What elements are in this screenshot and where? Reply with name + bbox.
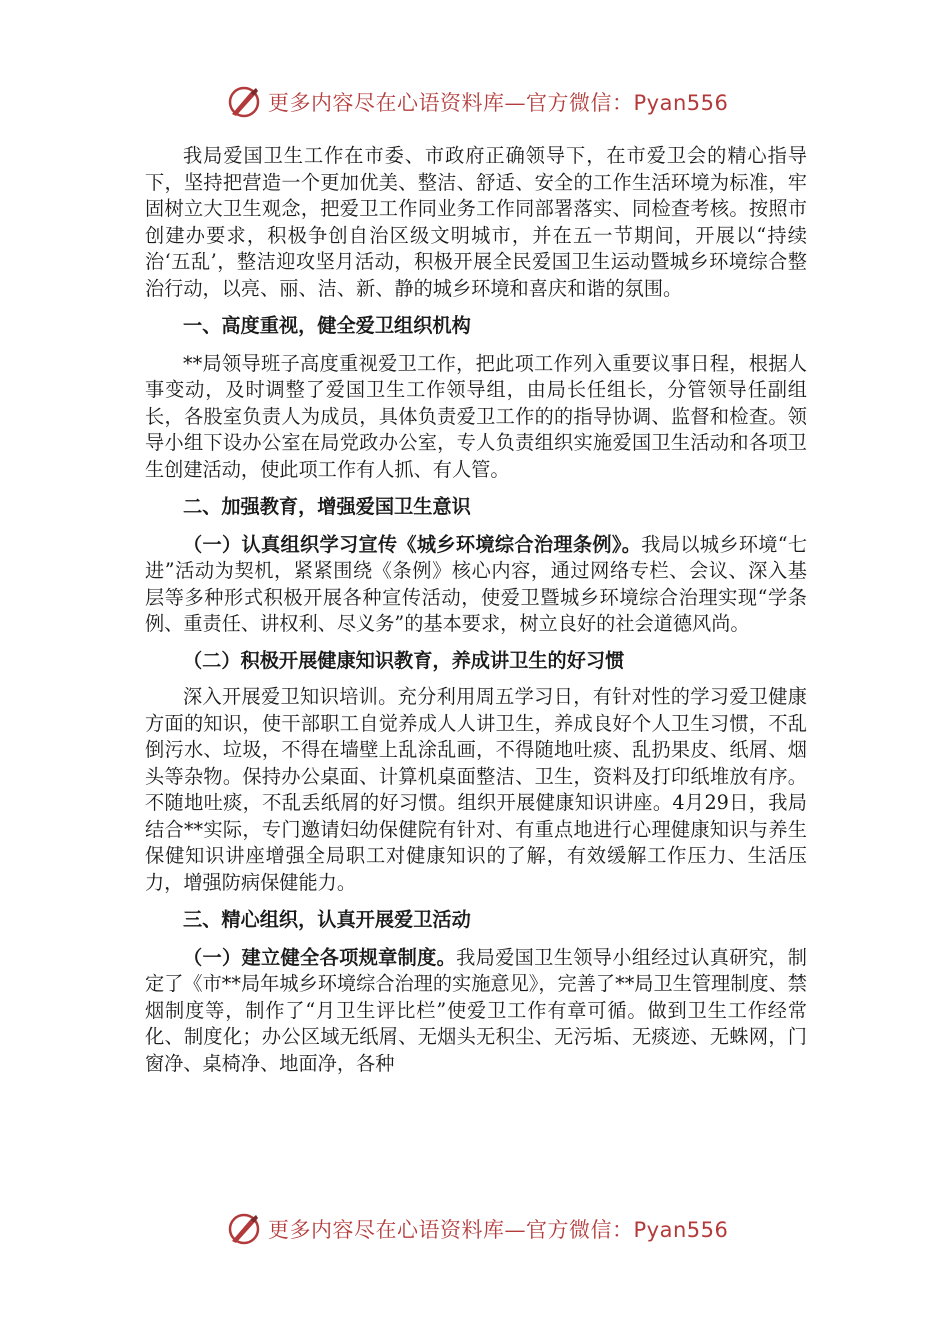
- subsection-3-1: [145, 945, 807, 1078]
- intro-paragraph: 我局爱国卫生工作在市委、市政府正确领导下，在市爱卫会的精心指导下，坚持把营造一个更加优美、整洁、舒适、安全的工作生活环境为标准，牢固树立大卫生观念，把爱卫工作同业务工作同部署落实、同检查考核。按照市创建办要求，积极争创自治区级文明城市，并在五一节期间，开展以“持续治‘五乱’，整洁迎攻坚月活动，积极开展全民爱国卫生运动暨城乡环境综合整治行动，以亮、丽、洁、新、静的城乡环境和喜庆和谐的氛围。: [145, 144, 807, 300]
- footer-watermark: [0, 1209, 950, 1249]
- subsection-2-2-paragraph: 深入开展爱卫知识培训。充分利用周五学习日，有针对性的学习爱卫健康方面的知识，使干部职工自觉养成人人讲卫生，养成良好个人卫生习惯，不乱倒污水、垃圾，不得在墙壁上乱涂乱画，不得随地吐痰、乱扔果皮、纸屑、烟头等杂物。保持办公桌面、计算机桌面整洁、卫生，资料及打印纸堆放有序。不随地吐痰，不乱丢纸屑的好习惯。组织开展健康知识讲座。4月29日，我局结合**实际，专门邀请妇幼保健院有针对、有重点地进行心理健康知识与养生保健知识讲座增强全局职工对健康知识的了解，有效缓解工作压力、生活压力，增强防病保健能力。: [145, 685, 807, 894]
- pen-circle-logo-icon: [226, 1211, 262, 1247]
- subsection-2-1-title: （一）认真组织学习宣传《城乡环境综合治理条例》。: [183, 532, 642, 556]
- wechat-id: Pyan556: [633, 1218, 729, 1242]
- pen-circle-logo-icon: [226, 84, 262, 120]
- subsection-2-1-text: 我局以城乡环境“七进”活动为契机，紧紧围绕《条例》核心内容，通过网络专栏、会议、深入基层等多种形式积极开展各种宣传活动，使爱卫暨城乡环境综合治理实现“学条例、重责任、讲权利、尽义务”的基本要求，树立良好的社会道德风尚。: [145, 532, 808, 635]
- document-body: [145, 143, 807, 1087]
- section-heading-1: 一、高度重视，健全爱卫组织机构: [183, 314, 471, 337]
- section-1-paragraph: **局领导班子高度重视爱卫工作，把此项工作列入重要议事日程，根据人事变动，及时调整了爱国卫生工作领导组，由局长任组长，分管领导任副组长，各股室负责人为成员，具体负责爱卫工作的的指导协调、监督和检查。领导小组下设办公室在局党政办公室，专人负责组织实施爱国卫生活动和各项卫生创建活动，使此项工作有人抓、有人管。: [145, 351, 807, 481]
- subsection-3-1-title: （一）建立健全各项规章制度。: [183, 945, 457, 969]
- subsection-2-2-title: （二）积极开展健康知识教育，养成讲卫生的好习惯: [183, 648, 625, 672]
- section-heading-3: 三、精心组织，认真开展爱卫活动: [183, 908, 471, 931]
- wechat-id: Pyan556: [633, 91, 729, 115]
- section-heading-2: 二、加强教育，增强爱国卫生意识: [183, 495, 471, 518]
- watermark-text: 更多内容尽在心语资料库—官方微信：Pyan556: [268, 1218, 729, 1242]
- subsection-2-1: [145, 532, 807, 638]
- header-watermark: [0, 82, 950, 122]
- watermark-text: 更多内容尽在心语资料库—官方微信：Pyan556: [268, 91, 729, 115]
- subsection-3-1-text: 我局爱国卫生领导小组经过认真研究，制定了《市**局年城乡环境综合治理的实施意见》，完善了**局卫生管理制度、禁烟制度等，制作了“月卫生评比栏”使爱卫工作有章可循。做到卫生工作经常化、制度化；办公区域无纸屑、无烟头无积尘、无污垢、无痰迹、无蛛网，门窗净、桌椅净、地面净，各种: [145, 945, 807, 1075]
